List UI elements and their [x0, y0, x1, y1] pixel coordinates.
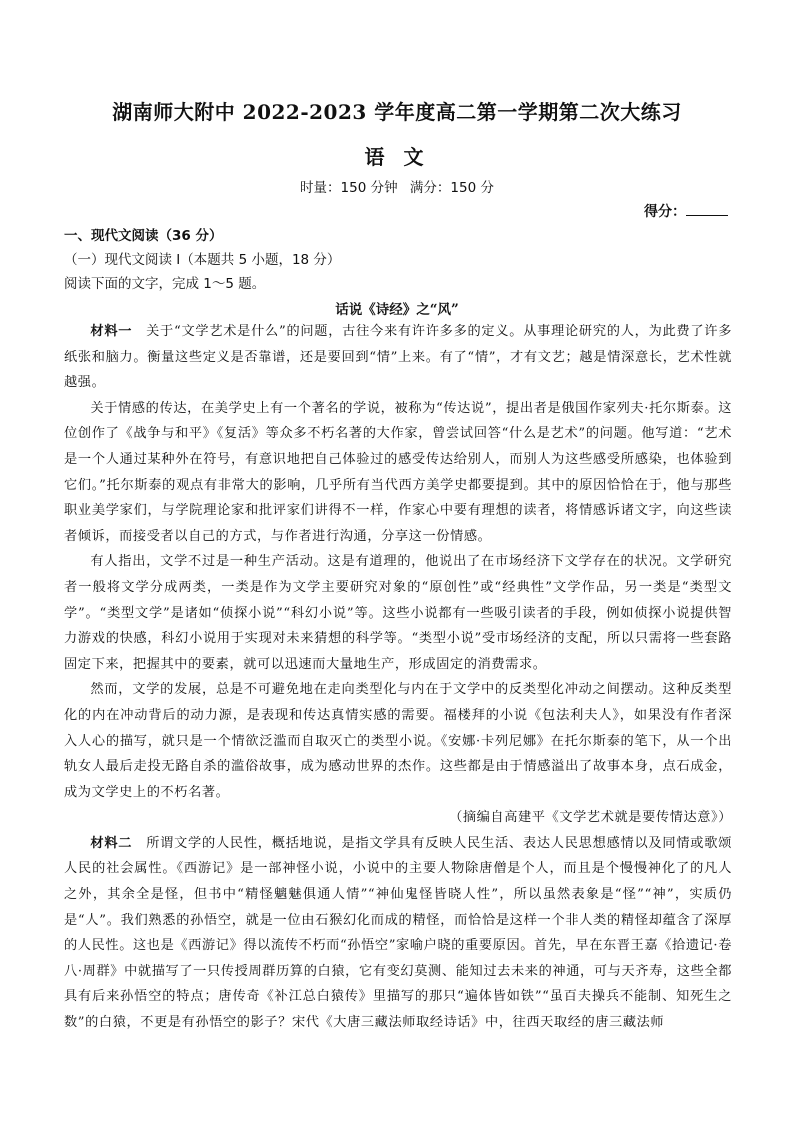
article-body — [64, 319, 732, 1036]
score-blank[interactable] — [686, 201, 728, 216]
section-heading — [64, 224, 340, 296]
paragraph: 有人指出，文学不过是一种生产活动。这是有道理的，他说出了在市场经济下文学存在的状况。文学研究者一般将文学分成两类，一类是作为文学主要研究对象的“原创性”或“经典性”文学作品，另一类是“类型文学”。“类型文学”是诸如“侦探小说”“科幻小说”等。这些小说都有一些吸引读者的手段，例如侦探小说提供智力游戏的快感，科幻小说用于实现对未来猜想的科学等。“类型小说”受市场经济的支配，所以只需将一些套路固定下来，把握其中的要素，就可以迅速而大量地生产，形成固定的消费需求。 — [64, 554, 732, 672]
paragraph: 然而，文学的发展，总是不可避免地在走向类型化与内在于文学中的反类型化冲动之间摆动。这种反类型化的内在冲动背后的动力源，是表现和传达真情实感的需要。福楼拜的小说《包法利夫人》，如果没有作者深入人心的描写，就只是一个情欲泛滥而自取灭亡的类型小说。《安娜·卡列尼娜》在托尔斯泰的笔下，从一个出轨女人最后走投无路自杀的滥俗故事，成为感动世界的杰作。这些都是由于情感溢出了故事本身，点石成金，成为文学史上的不朽名著。 — [64, 682, 732, 800]
score-label: 得分： — [644, 204, 686, 220]
sub-heading: （一）现代文阅读 I（本题共 5 小题，18 分） — [64, 252, 341, 268]
full-score: 满分：150 分 — [409, 180, 494, 196]
subject-title: 语 文 — [364, 145, 430, 169]
score-field — [644, 201, 728, 221]
source-citation: （摘编自高建平《文学艺术就是要传情达意》） — [449, 810, 732, 826]
article-title: 话说《诗经》之“风” — [335, 302, 459, 318]
instruction: 阅读下面的文字，完成 1～5 题。 — [64, 276, 266, 292]
material-label: 材料一 — [90, 324, 133, 339]
paragraph: 材料一 关于“文学艺术是什么”的问题，古往今来有许许多多的定义。从事理论研究的人，为此费了许多纸张和脑力。衡量这些定义是否靠谱，还是要回到“情”上来。有了“情”，才有文艺；越是情深意长，艺术性就越强。 — [64, 324, 732, 391]
part-heading: 一、现代文阅读（36 分） — [64, 228, 223, 244]
exam-title: 湖南师大附中 2022-2023 学年度高二第一学期第二次大练习 — [112, 100, 682, 124]
material-label: 材料二 — [90, 835, 133, 851]
paragraph: 材料二 所谓文学的人民性，概括地说，是指文学具有反映人民生活、表达人民思想感情以及同情或歌颂人民的社会属性。《西游记》是一部神怪小说，小说中的主要人物除唐僧是个人，而且是个慢慢神化了的凡人之外，其余全是怪，但书中“精怪魑魅俱通人情”“神仙鬼怪皆晓人性”，所以虽然表象是“怪”“神”，实质仍是“人”。我们熟悉的孙悟空，就是一位由石猴幻化而成的精怪，而恰恰是这样一个非人类的精怪却蕴含了深厚的人民性。这也是《西游记》得以流传不朽而“孙悟空”家喻户晓的重要原因。首先，早在东晋王嘉《拾遗记·卷八·周群》中就描写了一只传授周群历算的白猿，它有变幻莫测、能知过去未来的神通，可与天齐寿，这些全都具有后来孙悟空的特点；唐传奇《补江总白猿传》里描写的那只“遍体皆如铁”“虽百夫操兵不能制、知死生之数”的白猿，不更是有孙悟空的影子？宋代《大唐三藏法师取经诗话》中，往西天取经的唐三藏法师 — [64, 835, 732, 1031]
time-limit: 时量：150 分钟 — [300, 180, 398, 196]
exam-meta — [0, 176, 794, 196]
paragraph: 关于情感的传达，在美学史上有一个著名的学说，被称为“传达说”，提出者是俄国作家列夫·托尔斯泰。这位创作了《战争与和平》《复活》等众多不朽名著的大作家，曾尝试回答“什么是艺术”的问题。他写道：“艺术是一个人通过某种外在符号，有意识地把自己体验过的感受传达给别人，而别人为这些感受所感染，也体验到它们。”托尔斯泰的观点有非常大的影响，几乎所有当代西方美学史都要提到。其中的原因恰恰在于，他与那些职业美学家们，与学院理论家和批评家们讲得不一样，作家心中要有理想的读者，将情感诉诸文字，向这些读者倾诉，而接受者以自己的方式，与作者进行沟通，分享这一份情感。 — [64, 400, 732, 544]
